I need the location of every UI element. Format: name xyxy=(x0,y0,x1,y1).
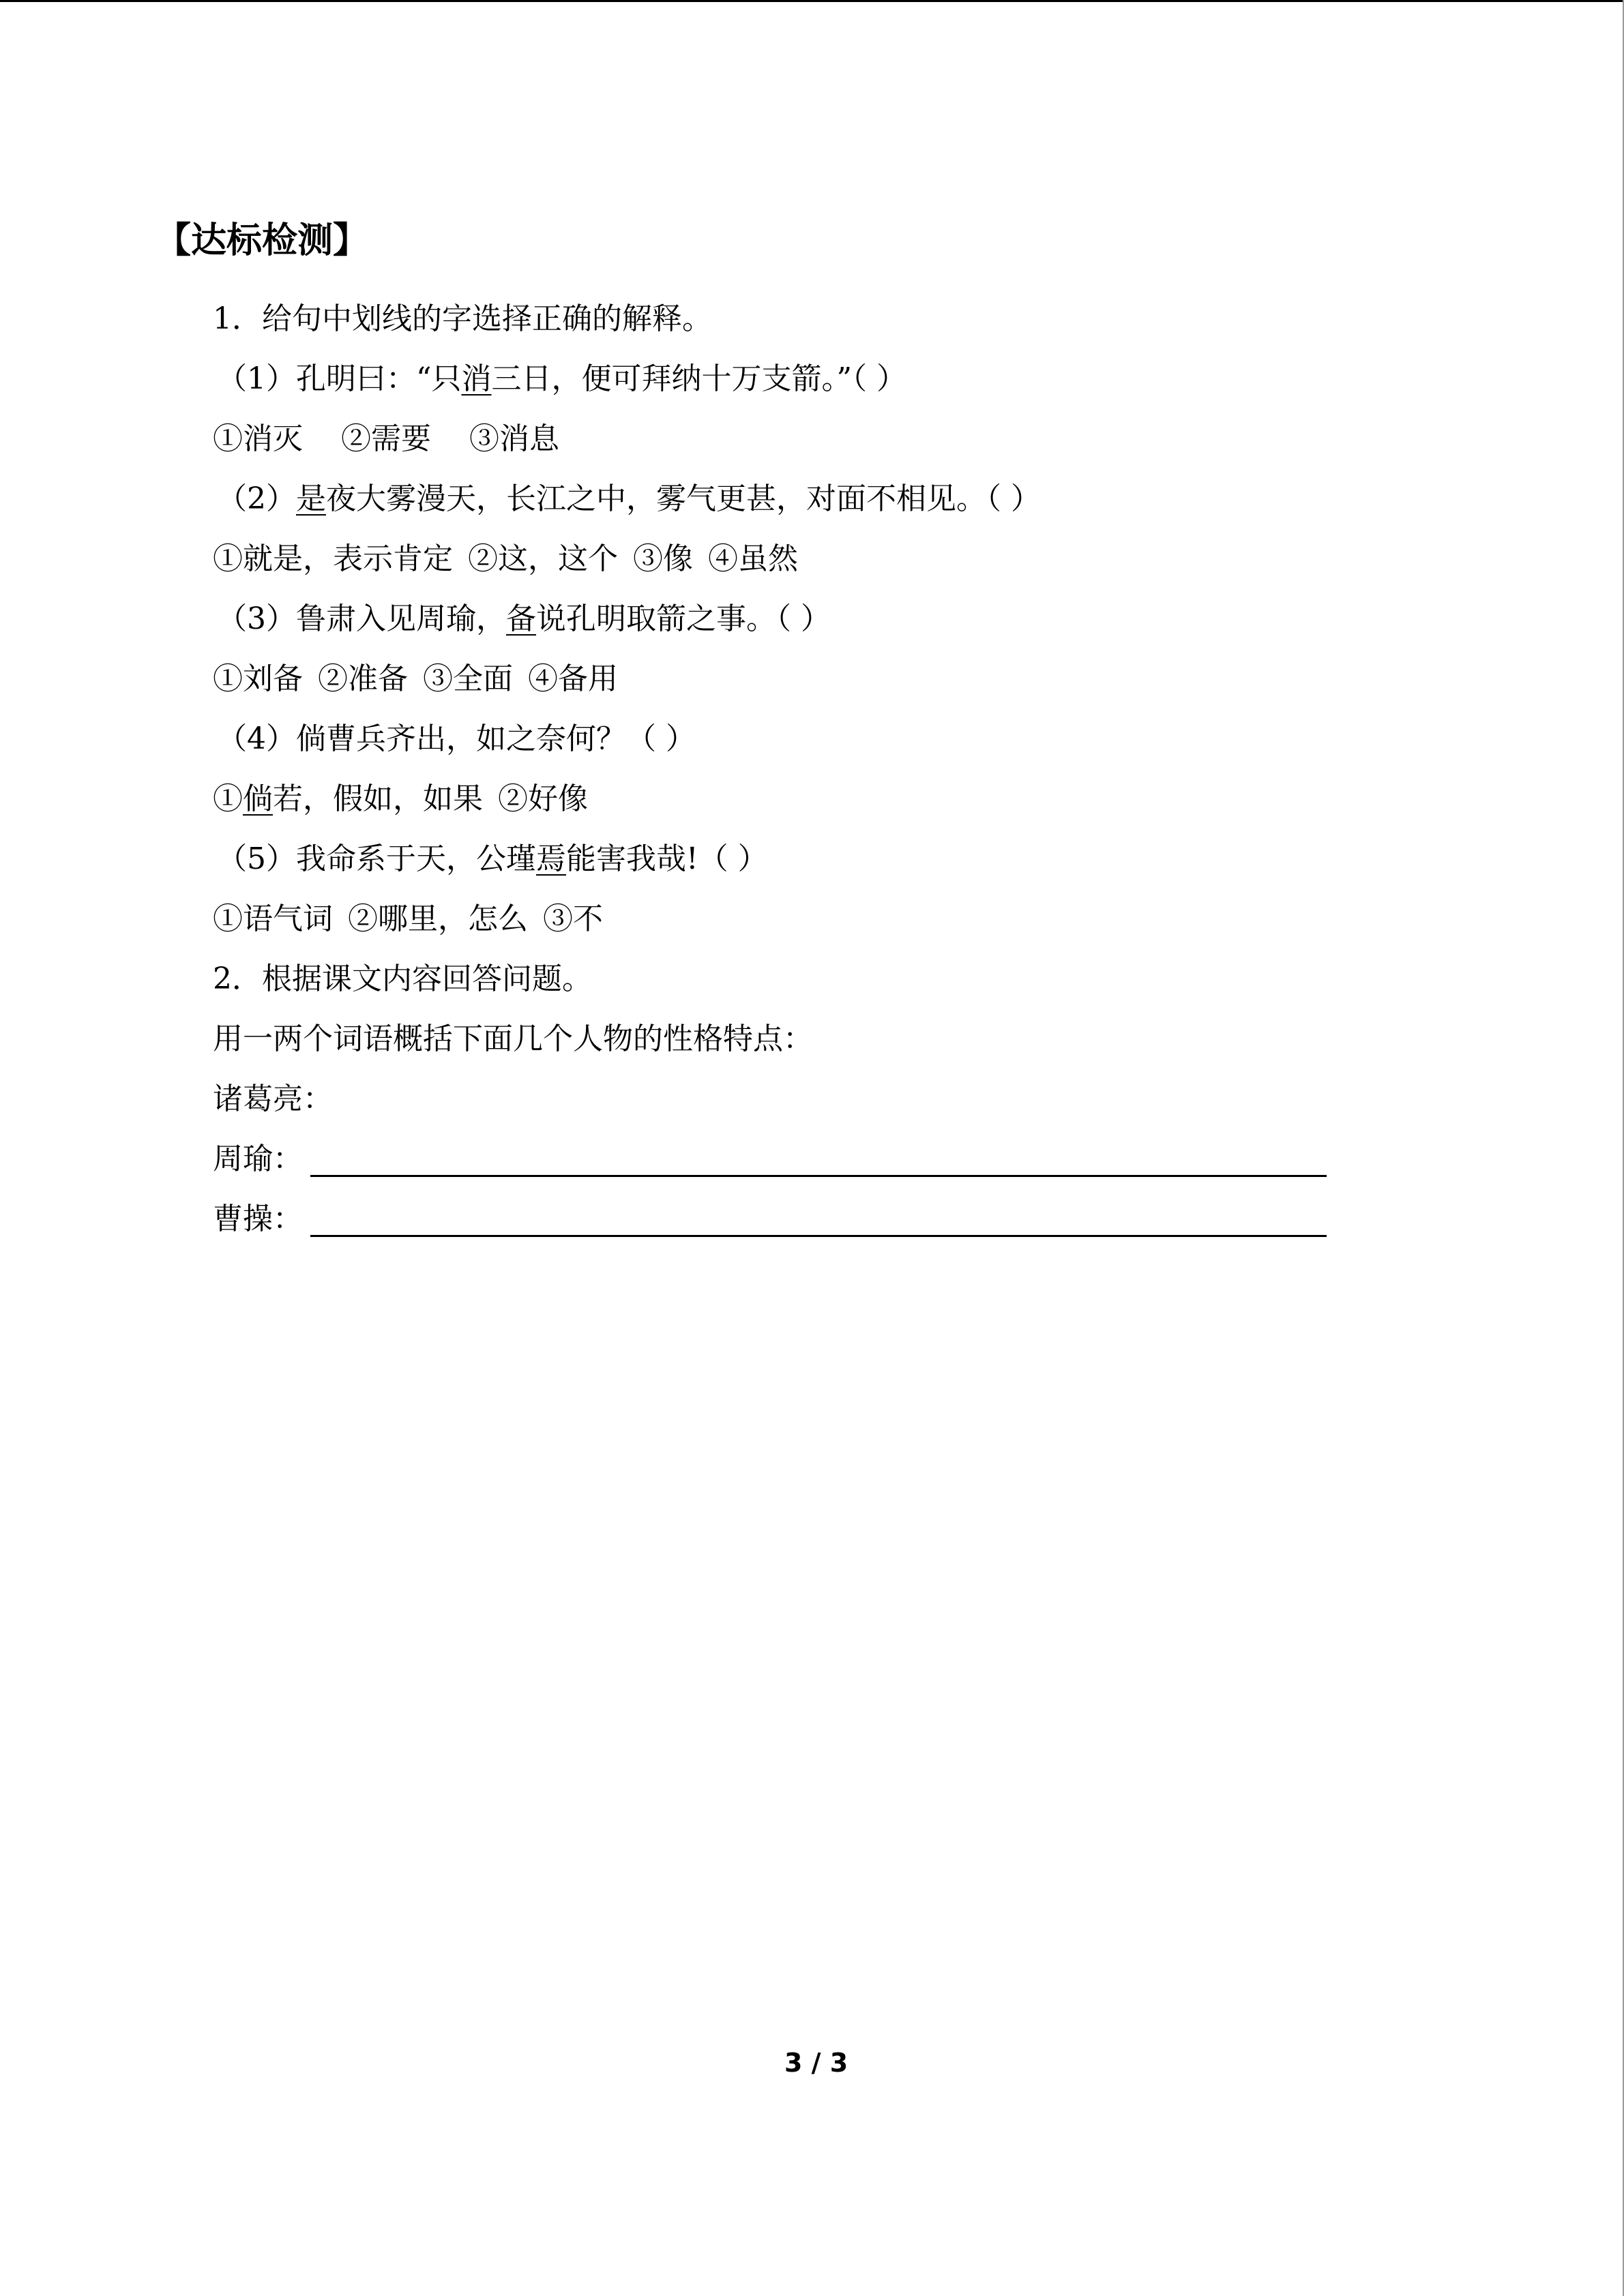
option-text: ④备用 xyxy=(528,661,618,696)
option-text: ②准备 xyxy=(318,661,408,696)
option-text: 若，假如，如果 xyxy=(273,781,483,816)
question-1-item-4-options xyxy=(213,779,588,820)
option-text: ①刘备 xyxy=(213,661,303,696)
person-label-zhuge-liang: 诸葛亮： xyxy=(213,1082,333,1116)
item-1-text-before: （1）孔明曰：“只 xyxy=(217,361,462,396)
answer-blank-cao-cao[interactable] xyxy=(310,1235,1327,1237)
item-5-marked-char: 焉 xyxy=(536,841,566,876)
option-text: ③像 xyxy=(633,541,693,576)
item-5-text-after: 能害我哉!（ ） xyxy=(566,841,768,876)
top-border-line xyxy=(0,0,1624,2)
item-3-text-after: 说孔明取箭之事。（ ） xyxy=(536,601,831,636)
option-text: ③不 xyxy=(543,901,603,936)
option-text: ④虽然 xyxy=(708,541,798,576)
question-1-item-1-options xyxy=(213,419,559,460)
question-1-prompt: 1．给句中划线的字选择正确的解释。 xyxy=(213,301,712,336)
option-text: ③全面 xyxy=(423,661,513,696)
option-text: ②好像 xyxy=(498,781,588,816)
page-number: 3 / 3 xyxy=(784,2048,848,2078)
item-2-text-before: （2） xyxy=(217,481,296,516)
question-1-item-2 xyxy=(217,479,1041,520)
question-1-item-2-options xyxy=(213,539,798,580)
option-text: ① xyxy=(213,781,243,816)
item-3-text-before: （3）鲁肃入见周瑜， xyxy=(217,601,506,636)
answer-blank-zhou-yu[interactable] xyxy=(310,1175,1327,1177)
person-label-zhou-yu: 周瑜： xyxy=(213,1142,303,1176)
item-1-marked-char: 消 xyxy=(461,361,492,396)
question-1-item-3 xyxy=(217,599,831,640)
question-2-prompt: 2．根据课文内容回答问题。 xyxy=(213,961,592,996)
question-2-instruction: 用一两个词语概括下面几个人物的性格特点： xyxy=(213,1022,813,1056)
question-1-item-3-options xyxy=(213,659,618,700)
option-text: ①语气词 xyxy=(213,901,333,936)
question-1-item-5-options xyxy=(213,899,603,940)
option-text: ②哪里，怎么 xyxy=(348,901,528,936)
option-text: ②这，这个 xyxy=(468,541,618,576)
item-4-text-before: （4） xyxy=(217,721,296,756)
option-text: ②需要 xyxy=(341,421,431,456)
section-heading: 【达标检测】 xyxy=(156,220,369,261)
person-label-cao-cao: 曹操： xyxy=(213,1202,303,1236)
item-5-text-before: （5）我命系于天，公瑾 xyxy=(217,841,536,876)
option-text: ①消灭 xyxy=(213,421,303,456)
item-2-marked-char: 是 xyxy=(296,481,326,516)
question-1-item-1 xyxy=(217,359,906,400)
option-text: ③消息 xyxy=(469,421,559,456)
item-1-text-after: 三日，便可拜纳十万支箭。”（ ） xyxy=(491,361,906,396)
question-1-item-4 xyxy=(217,719,696,760)
item-3-marked-char: 备 xyxy=(506,601,536,636)
item-4-text-after: 倘曹兵齐出，如之奈何？（ ） xyxy=(296,721,696,756)
question-1-item-5 xyxy=(217,839,768,880)
item-2-text-after: 夜大雾漫天，长江之中，雾气更甚，对面不相见。（ ） xyxy=(326,481,1041,516)
item-4-marked-char: 倘 xyxy=(243,781,273,816)
option-text: ①就是，表示肯定 xyxy=(213,541,453,576)
